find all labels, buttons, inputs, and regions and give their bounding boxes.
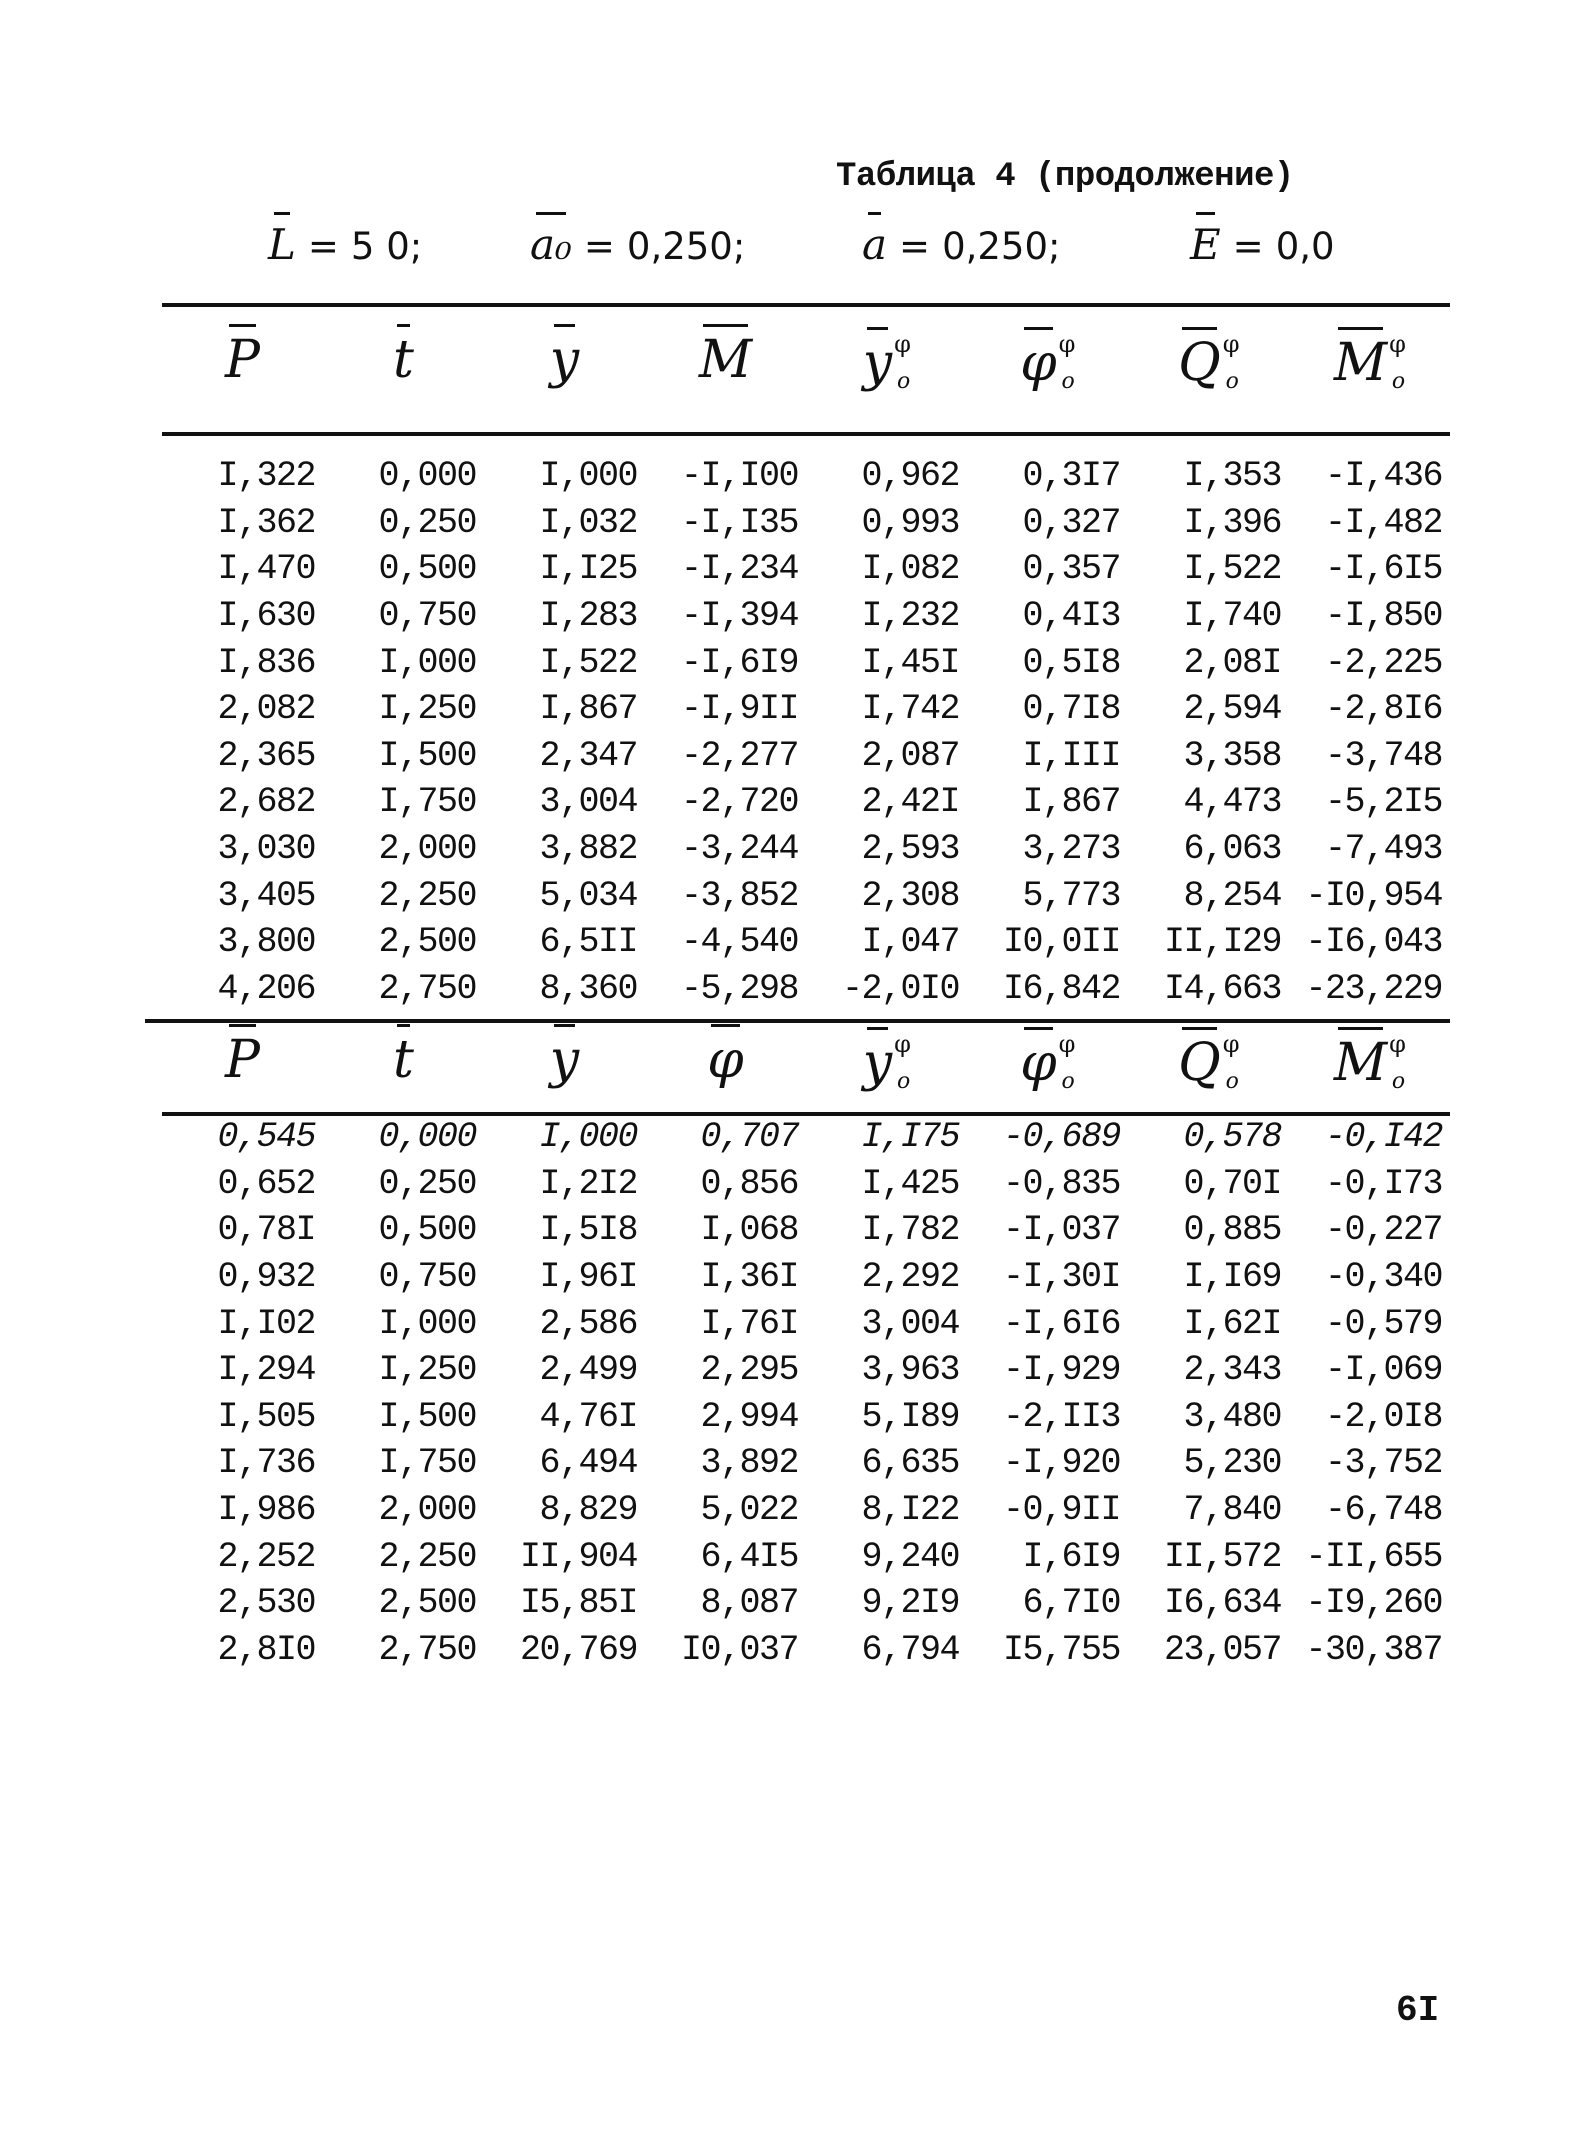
param-a xyxy=(862,220,1060,276)
table2-top-rule xyxy=(145,1019,1450,1023)
table-cell: -I,482 xyxy=(1324,502,1442,543)
table-cell: 3,963 xyxy=(861,1350,959,1391)
table-cell: I,I75 xyxy=(861,1117,959,1158)
table-cell: 2,08I xyxy=(1183,642,1281,683)
table-cell: I,2I2 xyxy=(539,1163,637,1204)
table-cell: I,082 xyxy=(861,549,959,590)
table-cell: 0,707 xyxy=(700,1117,798,1158)
table-cell: I,45I xyxy=(861,642,959,683)
table-cell: I,322 xyxy=(217,456,315,497)
table-cell: -I,069 xyxy=(1324,1350,1442,1391)
header-symbol: y xyxy=(549,1030,580,1090)
table-cell: 3,358 xyxy=(1183,735,1281,776)
param-a0 xyxy=(530,220,745,276)
table-cell: I5,755 xyxy=(1002,1629,1120,1670)
table-cell: 8,360 xyxy=(539,968,637,1009)
header-subscript: o xyxy=(896,369,911,394)
table-cell: I,396 xyxy=(1183,502,1281,543)
table-cell: 0,993 xyxy=(861,502,959,543)
table-cell: 0,750 xyxy=(378,596,476,637)
table-cell: 5,022 xyxy=(700,1490,798,1531)
param-a-eq: = xyxy=(899,225,931,268)
table-row xyxy=(162,639,1450,686)
table-cell: 2,250 xyxy=(378,875,476,916)
header-symbol: φ xyxy=(1020,1033,1057,1093)
table-cell: I,782 xyxy=(861,1210,959,1251)
table-cell: -2,277 xyxy=(680,735,798,776)
table-cell: -I,9II xyxy=(680,689,798,730)
table-cell: I,740 xyxy=(1183,596,1281,637)
table-cell: 7,840 xyxy=(1183,1490,1281,1531)
table-cell: 2,586 xyxy=(539,1303,637,1344)
table-row xyxy=(162,1627,1450,1674)
table-cell: I,36I xyxy=(700,1257,798,1298)
table-cell: 0,78I xyxy=(217,1210,315,1251)
table-cell: 4,206 xyxy=(217,968,315,1009)
param-a0-symbol: a₀ xyxy=(530,220,572,269)
table-cell: I,068 xyxy=(700,1210,798,1251)
table1-header-rule xyxy=(162,432,1450,436)
table-cell: I,I25 xyxy=(539,549,637,590)
header-superscript: φ xyxy=(894,1030,911,1058)
table-row xyxy=(162,919,1450,966)
column-header xyxy=(1128,330,1289,394)
table-row xyxy=(162,1347,1450,1394)
header-superscript: φ xyxy=(1058,1030,1076,1058)
table-row xyxy=(162,966,1450,1013)
table-row xyxy=(162,733,1450,780)
table-row xyxy=(162,593,1450,640)
header-symbol: M xyxy=(1333,1033,1388,1093)
table-cell: -I,6I6 xyxy=(1002,1303,1120,1344)
table1-top-rule xyxy=(162,303,1450,307)
column-header xyxy=(484,330,645,394)
table-cell: -I,929 xyxy=(1002,1350,1120,1391)
header-superscript: φ xyxy=(1389,1030,1406,1058)
table-cell: 0,500 xyxy=(378,549,476,590)
table-cell: 2,594 xyxy=(1183,689,1281,730)
table-cell: I,032 xyxy=(539,502,637,543)
table-cell: I6,634 xyxy=(1163,1583,1281,1624)
table-cell: 2,8I0 xyxy=(217,1629,315,1670)
table-cell: I6,842 xyxy=(1002,968,1120,1009)
header-symbol: Q xyxy=(1178,333,1221,393)
column-header xyxy=(806,330,967,394)
table-cell: 2,295 xyxy=(700,1350,798,1391)
table-cell: 0,327 xyxy=(1022,502,1120,543)
table-row xyxy=(162,1580,1450,1627)
table-row xyxy=(162,1533,1450,1580)
table-cell: I,250 xyxy=(378,689,476,730)
table-cell: 3,892 xyxy=(700,1443,798,1484)
table-cell: I,362 xyxy=(217,502,315,543)
table-cell: I,750 xyxy=(378,782,476,823)
table-cell: 20,769 xyxy=(519,1629,637,1670)
table-cell: II,572 xyxy=(1163,1536,1281,1577)
table-cell: 2,42I xyxy=(861,782,959,823)
table-cell: 3,405 xyxy=(217,875,315,916)
table-cell: I,I69 xyxy=(1183,1257,1281,1298)
table-cell: 9,240 xyxy=(861,1536,959,1577)
table-row xyxy=(162,1207,1450,1254)
table-cell: -6,748 xyxy=(1324,1490,1442,1531)
table-row xyxy=(162,686,1450,733)
param-a-value: 0,250; xyxy=(942,225,1061,268)
table-cell: I,522 xyxy=(539,642,637,683)
table-cell: 0,578 xyxy=(1183,1117,1281,1158)
header-symbol: P xyxy=(225,330,260,390)
table-cell: 0,357 xyxy=(1022,549,1120,590)
table-cell: I,232 xyxy=(861,596,959,637)
column-header xyxy=(162,1030,323,1094)
table-cell: 2,750 xyxy=(378,1629,476,1670)
table-cell: I,000 xyxy=(539,1117,637,1158)
table-cell: 2,000 xyxy=(378,829,476,870)
table-cell: -I6,043 xyxy=(1305,922,1442,963)
table2-header xyxy=(162,1030,1450,1094)
table-cell: 3,004 xyxy=(539,782,637,823)
column-header xyxy=(645,1030,806,1094)
table-cell: 8,829 xyxy=(539,1490,637,1531)
table-row xyxy=(162,1487,1450,1534)
table-cell: -I0,954 xyxy=(1305,875,1442,916)
table-cell: 2,500 xyxy=(378,922,476,963)
header-subscript: o xyxy=(1391,1069,1406,1094)
table-cell: I,6I9 xyxy=(1022,1536,1120,1577)
table-cell: 3,480 xyxy=(1183,1396,1281,1437)
table-cell: -5,298 xyxy=(680,968,798,1009)
header-superscript: φ xyxy=(1222,1030,1240,1058)
header-subscript: o xyxy=(1225,1069,1239,1094)
table-row xyxy=(162,826,1450,873)
table-cell: 5,230 xyxy=(1183,1443,1281,1484)
table-cell: 0,500 xyxy=(378,1210,476,1251)
table-cell: 0,000 xyxy=(378,1117,476,1158)
table-row xyxy=(162,1161,1450,1208)
table-cell: -0,I42 xyxy=(1324,1117,1442,1158)
table-cell: -3,244 xyxy=(680,829,798,870)
table-cell: 0,932 xyxy=(217,1257,315,1298)
table-cell: 2,994 xyxy=(700,1396,798,1437)
table-cell: 2,292 xyxy=(861,1257,959,1298)
header-symbol: t xyxy=(393,330,414,390)
table-cell: -I,037 xyxy=(1002,1210,1120,1251)
header-symbol: Q xyxy=(1178,1033,1221,1093)
table-cell: I,250 xyxy=(378,1350,476,1391)
table-cell: 6,063 xyxy=(1183,829,1281,870)
table-cell: 2,000 xyxy=(378,1490,476,1531)
header-symbol: φ xyxy=(707,1030,744,1090)
table-cell: 6,4I5 xyxy=(700,1536,798,1577)
table-cell: 0,545 xyxy=(217,1117,315,1158)
header-subscript: o xyxy=(896,1069,911,1094)
table-cell: -7,493 xyxy=(1324,829,1442,870)
table-row xyxy=(162,1394,1450,1441)
table-cell: 2,347 xyxy=(539,735,637,776)
table-cell: -I,234 xyxy=(680,549,798,590)
column-header xyxy=(967,1030,1128,1094)
table-row xyxy=(162,500,1450,547)
table1-header xyxy=(162,330,1450,394)
header-symbol: y xyxy=(862,1033,893,1093)
table-cell: 0,750 xyxy=(378,1257,476,1298)
table-cell: I,III xyxy=(1022,735,1120,776)
column-header xyxy=(162,330,323,394)
table-cell: I5,85I xyxy=(519,1583,637,1624)
column-header xyxy=(1128,1030,1289,1094)
table-cell: -0,835 xyxy=(1002,1163,1120,1204)
table-cell: I,986 xyxy=(217,1490,315,1531)
table-cell: I,505 xyxy=(217,1396,315,1437)
table-cell: -3,852 xyxy=(680,875,798,916)
table-cell: 0,3I7 xyxy=(1022,456,1120,497)
table-cell: I,000 xyxy=(378,642,476,683)
table-cell: -I,I00 xyxy=(680,456,798,497)
table-cell: 0,885 xyxy=(1183,1210,1281,1251)
table-cell: -2,II3 xyxy=(1002,1396,1120,1437)
param-E-value: 0,0 xyxy=(1275,225,1335,268)
column-header xyxy=(1289,1030,1450,1094)
table-cell: I0,0II xyxy=(1002,922,1120,963)
table-cell: 2,593 xyxy=(861,829,959,870)
header-subscript: o xyxy=(1225,369,1239,394)
table-cell: 8,I22 xyxy=(861,1490,959,1531)
header-superscript: φ xyxy=(1222,330,1240,358)
table-cell: 0,4I3 xyxy=(1022,596,1120,637)
table-cell: 2,082 xyxy=(217,689,315,730)
table-cell: -3,752 xyxy=(1324,1443,1442,1484)
param-a-symbol: a xyxy=(862,220,888,269)
table-cell: I,500 xyxy=(378,1396,476,1437)
table-cell: 5,773 xyxy=(1022,875,1120,916)
param-E-eq: = xyxy=(1232,225,1264,268)
table-cell: 3,882 xyxy=(539,829,637,870)
table-cell: 23,057 xyxy=(1163,1629,1281,1670)
table-cell: 0,962 xyxy=(861,456,959,497)
header-subscript: o xyxy=(1061,369,1075,394)
table-cell: 6,635 xyxy=(861,1443,959,1484)
table-cell: 6,5II xyxy=(539,922,637,963)
table-cell: 0,856 xyxy=(700,1163,798,1204)
table-cell: 9,2I9 xyxy=(861,1583,959,1624)
table-row xyxy=(162,779,1450,826)
table-cell: I,76I xyxy=(700,1303,798,1344)
table-cell: -I,6I9 xyxy=(680,642,798,683)
table-cell: -I,850 xyxy=(1324,596,1442,637)
table-cell: -2,720 xyxy=(680,782,798,823)
table-cell: 8,087 xyxy=(700,1583,798,1624)
table-cell: I,522 xyxy=(1183,549,1281,590)
table-cell: 2,250 xyxy=(378,1536,476,1577)
param-L-eq: = xyxy=(307,225,339,268)
table-cell: 4,473 xyxy=(1183,782,1281,823)
table-cell: 3,800 xyxy=(217,922,315,963)
table-cell: I,62I xyxy=(1183,1303,1281,1344)
header-symbol: M xyxy=(698,330,753,390)
table-cell: I,867 xyxy=(539,689,637,730)
column-header xyxy=(1289,330,1450,394)
table-cell: -I,394 xyxy=(680,596,798,637)
table-cell: I,96I xyxy=(539,1257,637,1298)
table-cell: 8,254 xyxy=(1183,875,1281,916)
table-cell: -2,8I6 xyxy=(1324,689,1442,730)
table-cell: I,5I8 xyxy=(539,1210,637,1251)
header-superscript: φ xyxy=(1389,330,1406,358)
table1 xyxy=(162,453,1450,1012)
table-cell: I,283 xyxy=(539,596,637,637)
table-cell: 4,76I xyxy=(539,1396,637,1437)
table-row xyxy=(162,1440,1450,1487)
param-a0-value: 0,250; xyxy=(626,225,746,268)
table-row xyxy=(162,872,1450,919)
header-superscript: φ xyxy=(894,330,911,358)
header-subscript: o xyxy=(1391,369,1406,394)
table-row xyxy=(162,1300,1450,1347)
table-cell: 0,250 xyxy=(378,502,476,543)
table-cell: 6,494 xyxy=(539,1443,637,1484)
table-cell: 0,70I xyxy=(1183,1163,1281,1204)
header-symbol: t xyxy=(393,1030,414,1090)
header-subscript: o xyxy=(1061,1069,1075,1094)
table-cell: I,353 xyxy=(1183,456,1281,497)
table-cell: 2,530 xyxy=(217,1583,315,1624)
table-cell: I,736 xyxy=(217,1443,315,1484)
table-cell: -I9,260 xyxy=(1305,1583,1442,1624)
table-row xyxy=(162,1254,1450,1301)
table-cell: 6,794 xyxy=(861,1629,959,1670)
table-cell: 2,252 xyxy=(217,1536,315,1577)
table-cell: 2,343 xyxy=(1183,1350,1281,1391)
column-header xyxy=(484,1030,645,1094)
header-symbol: y xyxy=(862,333,893,393)
table-cell: I,425 xyxy=(861,1163,959,1204)
table-row xyxy=(162,546,1450,593)
table-cell: 0,652 xyxy=(217,1163,315,1204)
table-cell: -0,340 xyxy=(1324,1257,1442,1298)
table-cell: 2,499 xyxy=(539,1350,637,1391)
param-L-symbol: L xyxy=(268,220,296,269)
table-cell: I4,663 xyxy=(1163,968,1281,1009)
table-cell: -I,I35 xyxy=(680,502,798,543)
table-row xyxy=(162,1114,1450,1161)
column-header xyxy=(323,330,484,394)
table-cell: 5,I89 xyxy=(861,1396,959,1437)
table-cell: I,I02 xyxy=(217,1303,315,1344)
table-cell: 6,7I0 xyxy=(1022,1583,1120,1624)
table-cell: 3,030 xyxy=(217,829,315,870)
table-cell: I,630 xyxy=(217,596,315,637)
table-cell: -30,387 xyxy=(1305,1629,1442,1670)
table-cell: -II,655 xyxy=(1305,1536,1442,1577)
header-symbol: M xyxy=(1333,333,1388,393)
table-cell: I,047 xyxy=(861,922,959,963)
table-cell: 5,034 xyxy=(539,875,637,916)
column-header xyxy=(967,330,1128,394)
table-cell: I,470 xyxy=(217,549,315,590)
table2 xyxy=(162,1114,1450,1673)
param-L-value: 5 0; xyxy=(350,225,423,268)
table-cell: I,000 xyxy=(539,456,637,497)
table-cell: 2,682 xyxy=(217,782,315,823)
table-cell: 0,7I8 xyxy=(1022,689,1120,730)
header-superscript: φ xyxy=(1058,330,1076,358)
page-number: 6I xyxy=(1396,1990,1440,2031)
table-cell: -0,579 xyxy=(1324,1303,1442,1344)
table-cell: I0,037 xyxy=(680,1629,798,1670)
table-cell: -I,920 xyxy=(1002,1443,1120,1484)
table-cell: 2,087 xyxy=(861,735,959,776)
table-cell: II,I29 xyxy=(1163,922,1281,963)
table-cell: 0,000 xyxy=(378,456,476,497)
table-cell: -2,225 xyxy=(1324,642,1442,683)
table-cell: -I,6I5 xyxy=(1324,549,1442,590)
table-cell: -0,I73 xyxy=(1324,1163,1442,1204)
table-cell: 2,500 xyxy=(378,1583,476,1624)
param-L xyxy=(268,220,422,276)
table-cell: I,742 xyxy=(861,689,959,730)
table-caption: Таблица 4 (продолжение) xyxy=(836,158,1294,196)
table-cell: 3,273 xyxy=(1022,829,1120,870)
table-cell: I,750 xyxy=(378,1443,476,1484)
table-cell: 3,004 xyxy=(861,1303,959,1344)
table-cell: -5,2I5 xyxy=(1324,782,1442,823)
table-cell: -3,748 xyxy=(1324,735,1442,776)
table-cell: 2,365 xyxy=(217,735,315,776)
table-cell: II,904 xyxy=(519,1536,637,1577)
column-header xyxy=(323,1030,484,1094)
column-header xyxy=(806,1030,967,1094)
table-cell: -I,436 xyxy=(1324,456,1442,497)
header-symbol: φ xyxy=(1020,333,1057,393)
param-E xyxy=(1190,220,1335,276)
table-cell: 0,5I8 xyxy=(1022,642,1120,683)
column-header xyxy=(645,330,806,394)
table-cell: -2,0I8 xyxy=(1324,1396,1442,1437)
table-cell: I,294 xyxy=(217,1350,315,1391)
table-cell: 2,308 xyxy=(861,875,959,916)
table-cell: -2,0I0 xyxy=(841,968,959,1009)
table-cell: -0,689 xyxy=(1002,1117,1120,1158)
header-symbol: P xyxy=(225,1030,260,1090)
table-cell: I,500 xyxy=(378,735,476,776)
table-cell: I,836 xyxy=(217,642,315,683)
param-E-symbol: E xyxy=(1190,220,1221,269)
table-cell: -4,540 xyxy=(680,922,798,963)
header-symbol: y xyxy=(549,330,580,390)
table-cell: I,867 xyxy=(1022,782,1120,823)
table-cell: -0,9II xyxy=(1002,1490,1120,1531)
table-cell: -0,227 xyxy=(1324,1210,1442,1251)
table-cell: 0,250 xyxy=(378,1163,476,1204)
param-a0-eq: = xyxy=(583,225,615,268)
table-row xyxy=(162,453,1450,500)
table-cell: 2,750 xyxy=(378,968,476,1009)
table-cell: I,000 xyxy=(378,1303,476,1344)
table-cell: -23,229 xyxy=(1305,968,1442,1009)
table-cell: -I,30I xyxy=(1002,1257,1120,1298)
